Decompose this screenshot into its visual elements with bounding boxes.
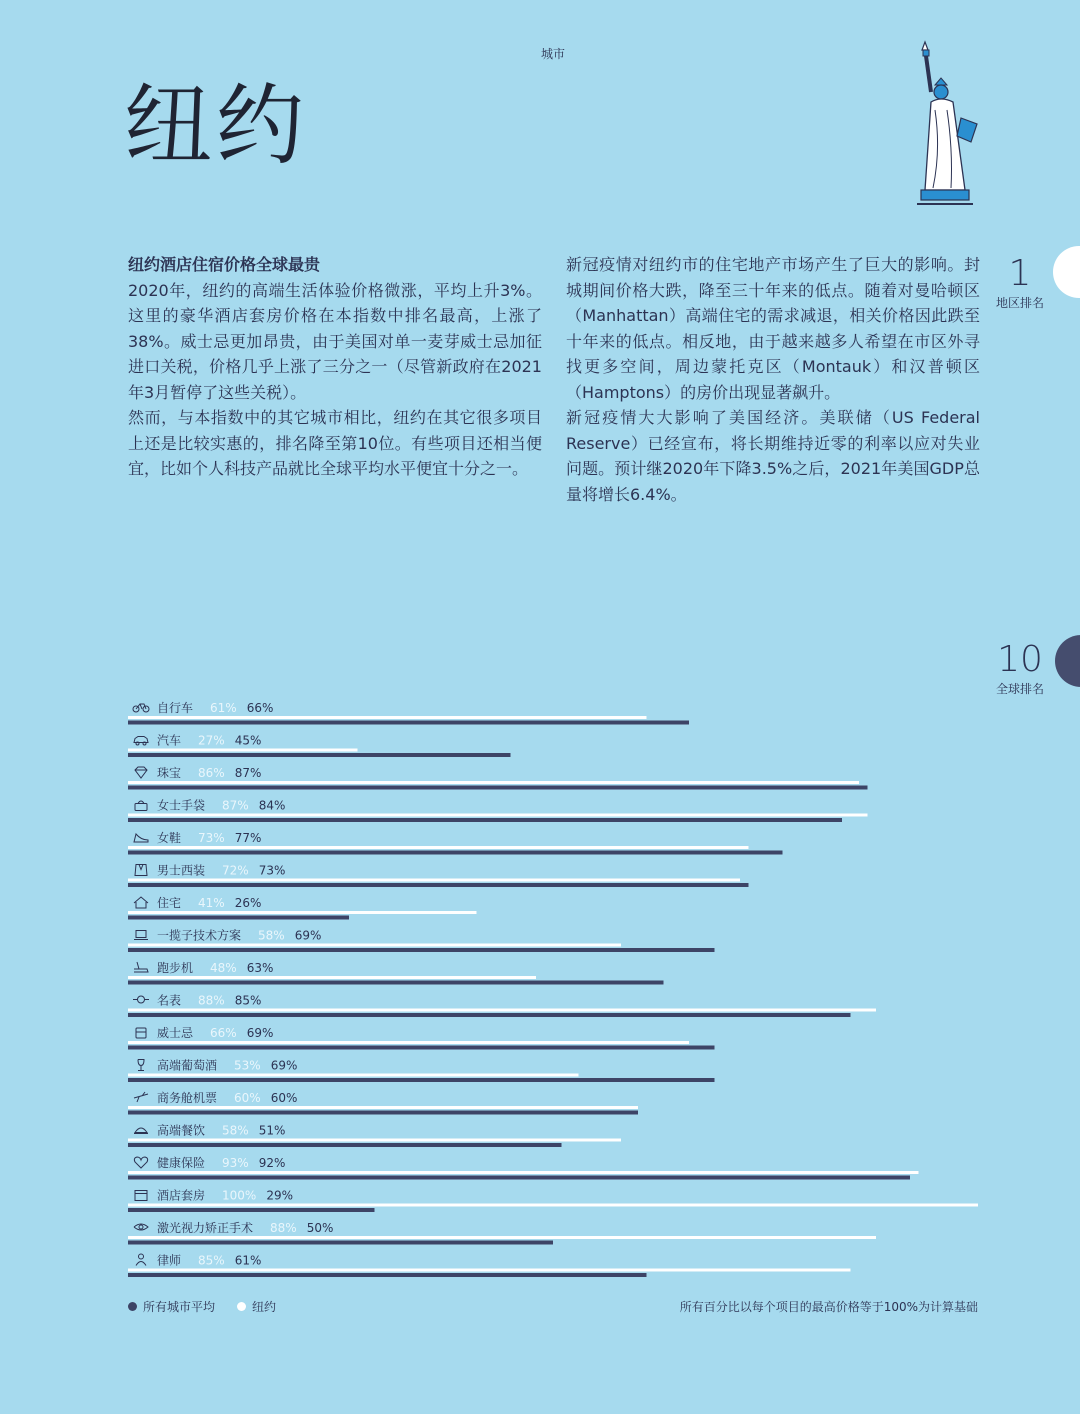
- bicycle-icon: [133, 704, 149, 712]
- regional-rank-tab: [1053, 246, 1080, 298]
- average-value-label: 29%: [266, 1188, 293, 1203]
- chart-legend: [128, 1298, 298, 1315]
- new-york-bar: [128, 716, 647, 719]
- average-bar: [128, 1273, 647, 1277]
- new-york-bar: [128, 1074, 579, 1077]
- legend-item-average: [128, 1298, 215, 1315]
- heel-shoe-icon: [134, 834, 148, 842]
- average-value-label: 26%: [234, 896, 262, 910]
- average-bar: [128, 1013, 851, 1017]
- legend-label-average: 所有城市平均: [143, 1300, 216, 1314]
- new-york-bar: [128, 879, 740, 882]
- airplane-icon: [134, 1092, 148, 1102]
- section-label: 城市: [540, 47, 565, 61]
- new-york-bar: [128, 1009, 876, 1012]
- health-heart-icon: [134, 1157, 147, 1168]
- average-bar: [128, 916, 349, 920]
- whisky-icon: [136, 1028, 146, 1038]
- lawyer-icon: [136, 1254, 146, 1266]
- new-york-value-label: 66%: [210, 1026, 237, 1040]
- new-york-bar: [128, 814, 868, 817]
- average-bar: [128, 851, 783, 855]
- article-paragraph: 新冠疫情对纽约市的住宅地产市场产生了巨大的影响。封城期间价格大跌，降至三十年来的低点。随着对曼哈顿区（Manhattan）高端住宅的需求减退，相关价格因此跌至十年来的低点。相反地，由于越来越多人希望在市区外寻找更多空间，周边蒙托克区（Montauk）和汉普顿区（Hamptons）的房价出现显著飙升。: [566, 255, 980, 402]
- bar-category-label: 威士忌: [157, 1026, 194, 1040]
- house-icon: [134, 897, 148, 908]
- treadmill-icon: [134, 962, 148, 972]
- bar-category-label: 商务舱机票: [157, 1091, 218, 1105]
- watch-icon: [133, 996, 149, 1003]
- new-york-bar: [128, 944, 621, 947]
- average-value-label: 69%: [246, 1026, 274, 1040]
- diamond-icon: [135, 767, 147, 778]
- bar-category-label: 一揽子技术方案: [157, 928, 242, 943]
- new-york-bar: [128, 1171, 919, 1174]
- handbag-icon: [135, 801, 147, 811]
- new-york-bar: [128, 976, 536, 979]
- bar-category-label: 住宅: [157, 896, 182, 910]
- average-bar: [128, 786, 868, 790]
- average-bar: [128, 753, 511, 757]
- regional-rank-label: 地区排名: [995, 296, 1044, 310]
- average-value-label: 61%: [234, 1253, 262, 1268]
- bar-category-label: 女鞋: [157, 831, 182, 845]
- bar-category-label: 女士手袋: [157, 798, 206, 813]
- global-rank-label: 全球排名: [995, 682, 1044, 696]
- bar-category-label: 汽车: [157, 733, 182, 748]
- average-bar: [128, 1208, 375, 1212]
- average-value-label: 73%: [258, 863, 286, 878]
- bar-category-label: 名表: [157, 993, 182, 1008]
- average-value-label: 84%: [258, 798, 286, 813]
- new-york-value-label: 85%: [198, 1253, 225, 1268]
- article-left-column: [128, 252, 542, 482]
- average-bar: [128, 1176, 910, 1180]
- article-paragraph: 然而，与本指数中的其它城市相比，纽约在其它很多项目上还是比较实惠的，排名降至第10位。有些项目还相当便宜，比如个人科技产品就比全球平均水平便宜十分之一。: [128, 408, 542, 478]
- average-bar: [128, 1078, 715, 1082]
- average-value-label: 85%: [234, 993, 262, 1008]
- regional-rank-value: 1: [1008, 253, 1032, 294]
- average-bar: [128, 883, 749, 887]
- new-york-value-label: 93%: [222, 1156, 249, 1170]
- average-value-label: 50%: [306, 1221, 334, 1235]
- wine-glass-icon: [138, 1060, 144, 1071]
- legend-label-new-york: 纽约: [252, 1300, 277, 1314]
- price-index-bar-chart: [0, 690, 1080, 1290]
- suit-icon: [135, 865, 147, 876]
- laptop-icon: [134, 931, 148, 940]
- new-york-bar: [128, 1236, 876, 1239]
- new-york-bar: [128, 911, 477, 914]
- legend-dot-average: [128, 1302, 137, 1311]
- new-york-value-label: 60%: [234, 1091, 261, 1105]
- new-york-value-label: 53%: [234, 1058, 261, 1073]
- new-york-value-label: 41%: [198, 896, 225, 910]
- average-value-label: 60%: [270, 1091, 298, 1105]
- average-bar: [128, 1046, 715, 1050]
- average-bar: [128, 721, 689, 725]
- legend-item-new-york: [237, 1298, 276, 1315]
- average-bar: [128, 981, 664, 985]
- dining-icon: [134, 1128, 148, 1134]
- car-icon: [134, 737, 148, 746]
- average-value-label: 77%: [234, 831, 262, 845]
- average-value-label: 87%: [234, 766, 262, 780]
- new-york-bar: [128, 749, 358, 752]
- laser-eye-icon: [134, 1224, 148, 1230]
- new-york-value-label: 27%: [198, 733, 225, 748]
- average-bar: [128, 1241, 553, 1245]
- statue-of-liberty-icon: [905, 40, 985, 210]
- average-value-label: 45%: [234, 733, 262, 748]
- new-york-bar: [128, 1139, 621, 1142]
- new-york-bar: [128, 846, 749, 849]
- global-rank-value: 10: [997, 639, 1043, 680]
- bar-category-label: 律师: [157, 1253, 182, 1268]
- new-york-value-label: 86%: [198, 766, 225, 780]
- new-york-value-label: 88%: [270, 1221, 297, 1235]
- city-title: 纽约: [124, 74, 309, 177]
- new-york-bar: [128, 1204, 978, 1207]
- article-paragraph: 新冠疫情大大影响了美国经济。美联储（US Federal Reserve）已经宣布，将长期维持近零的利率以应对失业问题。预计继2020年下降3.5%之后，2021年美国GDP总量将增长6.4%。: [566, 408, 980, 504]
- average-value-label: 51%: [258, 1123, 286, 1138]
- average-bar: [128, 818, 842, 822]
- global-rank-tab: [1055, 635, 1080, 687]
- new-york-bar: [128, 1041, 689, 1044]
- hotel-suite-icon: [135, 1191, 147, 1201]
- new-york-value-label: 61%: [210, 701, 237, 715]
- new-york-value-label: 58%: [222, 1123, 249, 1138]
- new-york-bar: [128, 781, 859, 784]
- bar-category-label: 珠宝: [157, 766, 182, 780]
- bar-category-label: 健康保险: [157, 1156, 206, 1170]
- average-value-label: 69%: [270, 1058, 298, 1073]
- bar-category-label: 男士西装: [157, 863, 206, 878]
- new-york-value-label: 73%: [198, 831, 225, 845]
- global-rank: [988, 640, 1052, 697]
- article-right-column: [566, 252, 980, 507]
- bar-category-label: 跑步机: [157, 961, 194, 975]
- bar-category-label: 高端餐饮: [157, 1123, 206, 1138]
- average-bar: [128, 1143, 562, 1147]
- new-york-value-label: 58%: [258, 928, 285, 943]
- average-value-label: 92%: [258, 1156, 286, 1170]
- regional-rank: [990, 254, 1050, 311]
- new-york-value-label: 72%: [222, 863, 249, 878]
- chart-footnote: 所有百分比以每个项目的最高价格等于100%为计算基础: [679, 1300, 978, 1314]
- new-york-value-label: 87%: [222, 798, 249, 813]
- average-value-label: 69%: [294, 928, 322, 943]
- legend-dot-new-york: [237, 1302, 246, 1311]
- new-york-bar: [128, 1269, 851, 1272]
- bar-category-label: 高端葡萄酒: [157, 1058, 218, 1073]
- average-value-label: 66%: [246, 701, 274, 715]
- new-york-value-label: 88%: [198, 993, 225, 1008]
- article-paragraph: 2020年，纽约的高端生活体验价格微涨，平均上升3%。这里的豪华酒店套房价格在本指数中排名最高，上涨了38%。威士忌更加昂贵，由于美国对单一麦芽威士忌加征进口关税，价格几乎上涨了三分之一（尽管新政府在2021年3月暂停了这些关税）。: [128, 280, 542, 402]
- article-lead-heading: 纽约酒店住宿价格全球最贵: [128, 255, 321, 274]
- new-york-value-label: 100%: [222, 1188, 257, 1203]
- average-value-label: 63%: [246, 961, 274, 975]
- bar-category-label: 酒店套房: [157, 1188, 206, 1203]
- new-york-bar: [128, 1106, 638, 1109]
- bar-category-label: 激光视力矫正手术: [157, 1221, 254, 1235]
- average-bar: [128, 1111, 638, 1115]
- new-york-value-label: 48%: [210, 961, 237, 975]
- bar-category-label: 自行车: [157, 701, 194, 715]
- average-bar: [128, 948, 715, 952]
